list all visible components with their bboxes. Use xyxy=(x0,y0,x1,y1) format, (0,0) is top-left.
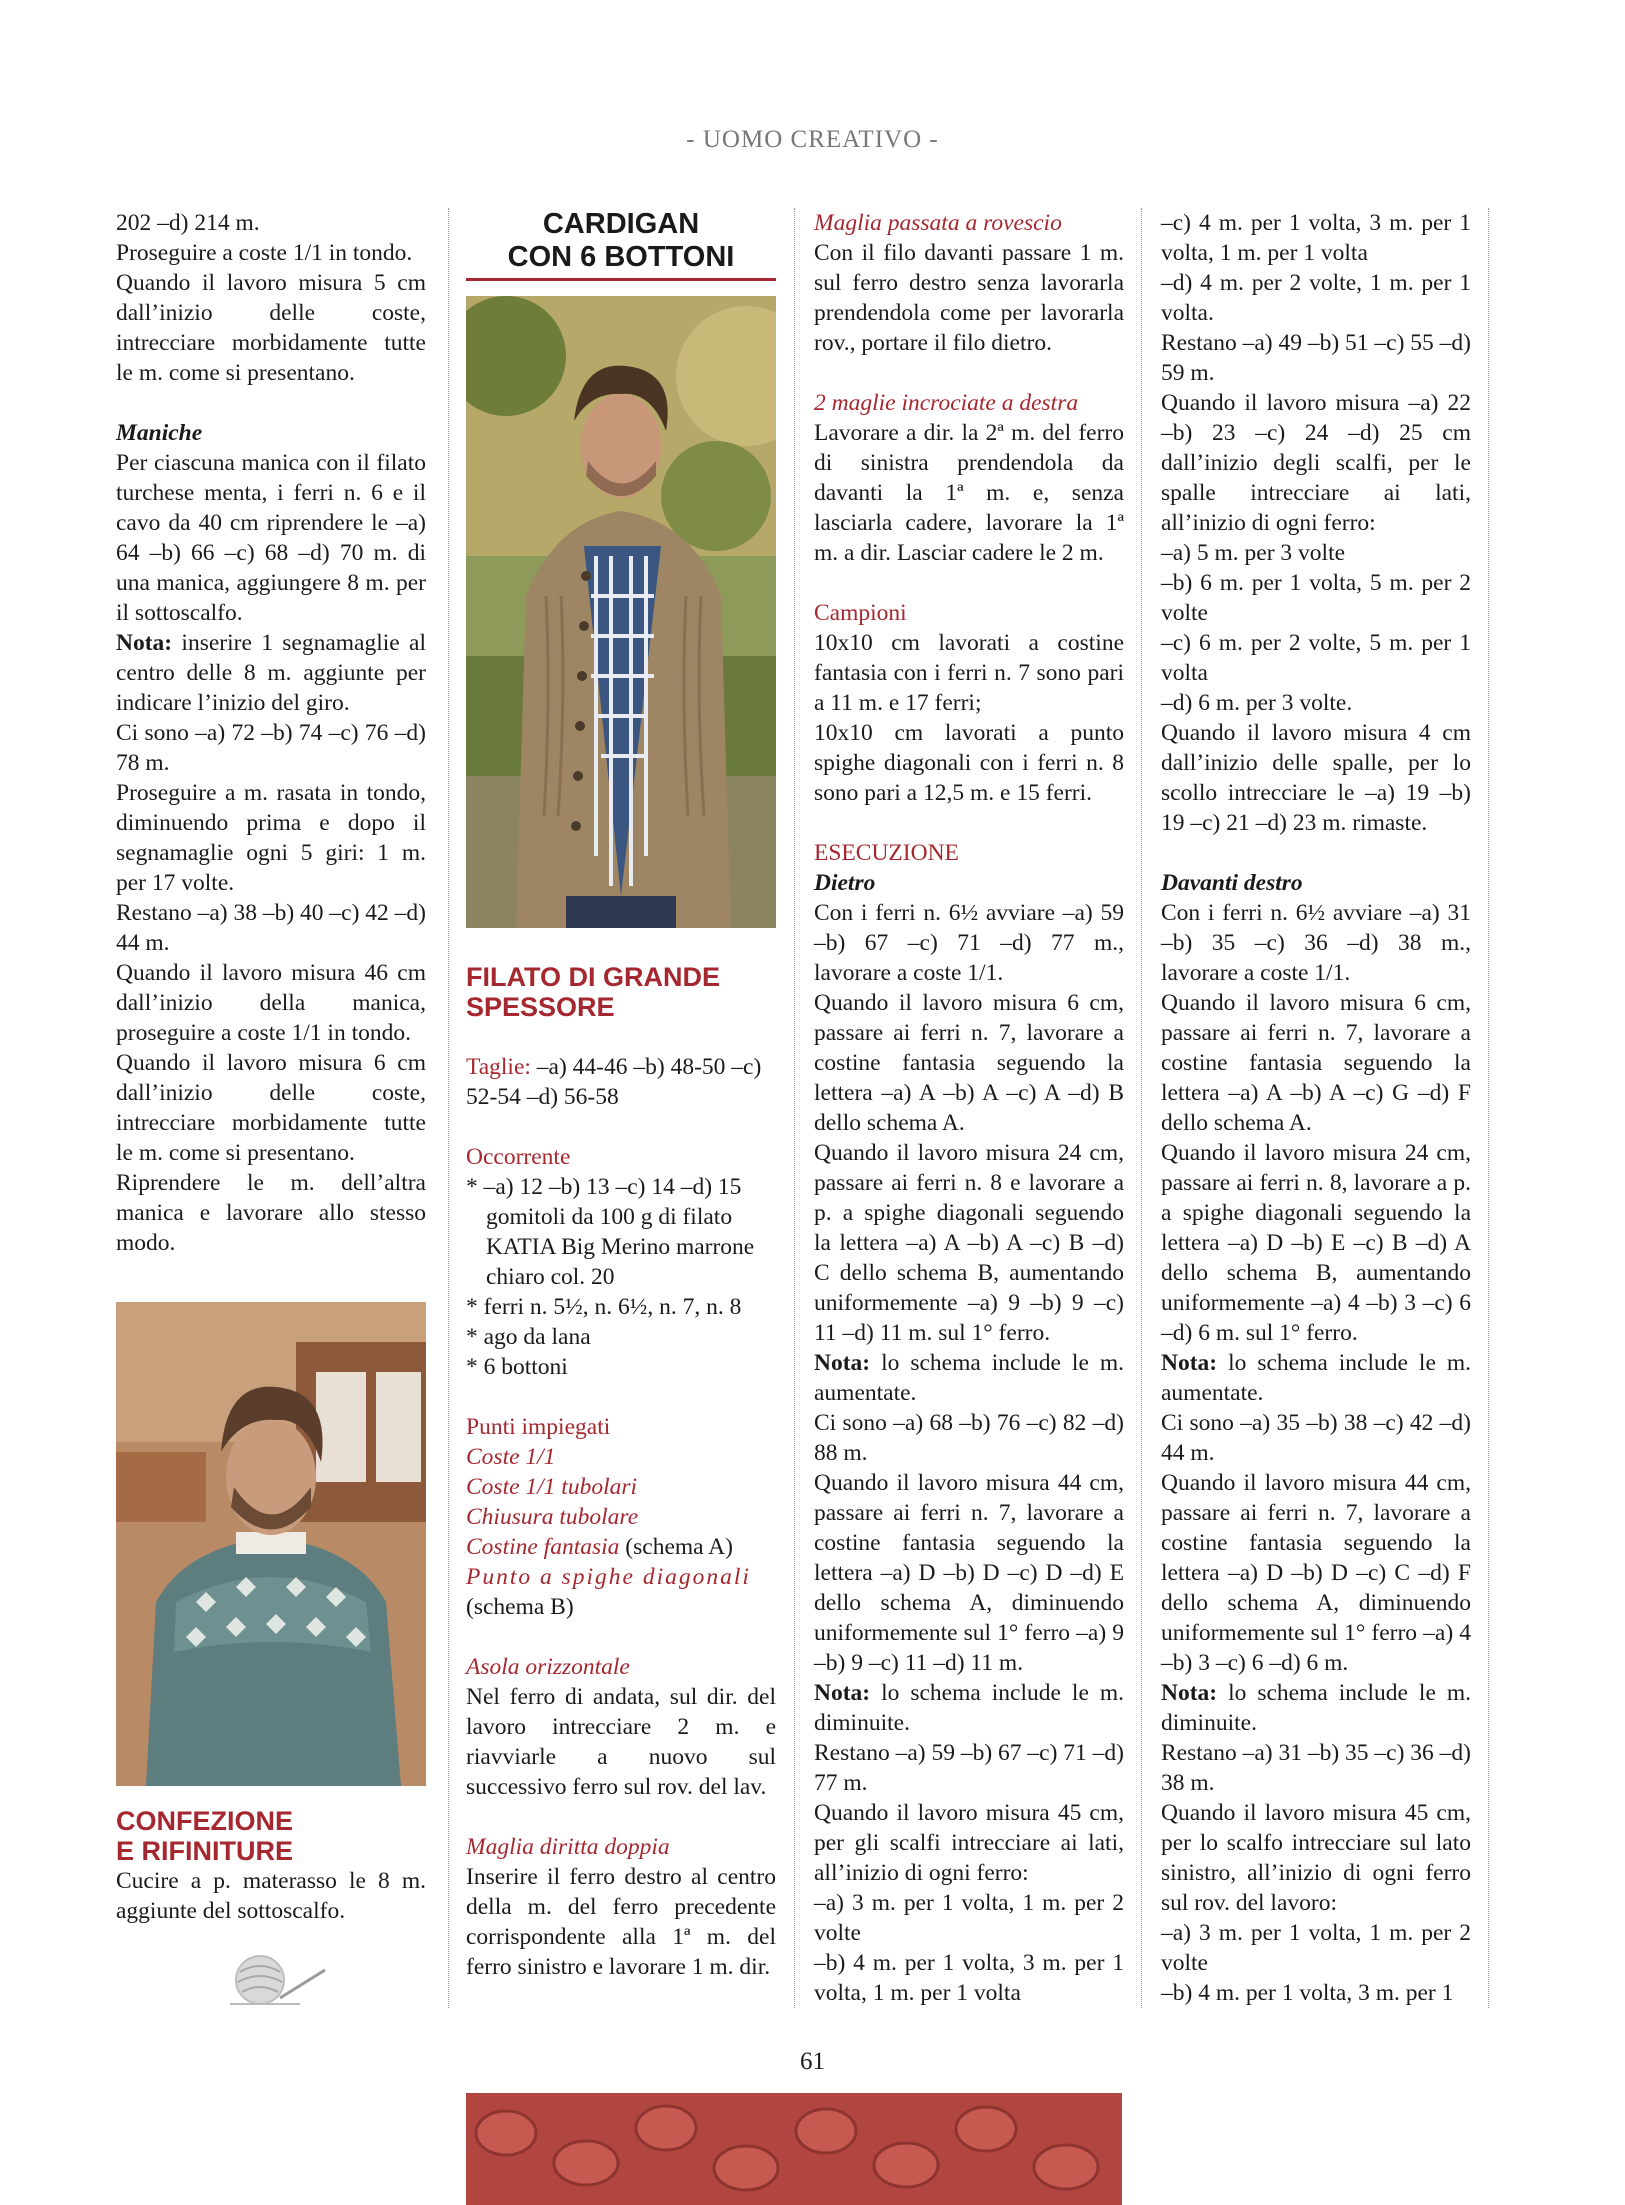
list-item: * 6 bottoni xyxy=(466,1354,568,1380)
nota-text: inserire 1 segnamaglie al centro delle 8 m. aggiunte per indicare l’inizio del giro. xyxy=(116,630,426,716)
paragraph: Quando il lavoro misura 6 cm, passare ai ferri n. 7, lavorare a costine fantasia seguendo la lettera –a) A –b) A –c) G –d) F dello schema A. xyxy=(1161,990,1471,1136)
stitch-name: Coste 1/1 xyxy=(466,1444,556,1470)
section-heading-campioni: Campioni xyxy=(814,600,907,626)
paragraph: –c) 4 m. per 1 volta, 3 m. per 1 volta, 1 m. per 1 volta xyxy=(1161,210,1471,266)
paragraph: Inserire il ferro destro al centro della m. del ferro precedente corrispondente alla 1ª m. del ferro sinistro e lavorare 1 m. dir. xyxy=(466,1864,776,1980)
article-title-line-2: CON 6 BOTTONI xyxy=(507,241,735,273)
paragraph: Restano –a) 49 –b) 51 –c) 55 –d) 59 m. xyxy=(1161,330,1471,386)
paragraph: 10x10 cm lavorati a costine fantasia con i ferri n. 7 sono pari a 11 m. e 17 ferri; xyxy=(814,630,1124,716)
paragraph: Lavorare a dir. la 2ª m. del ferro di sinistra prendendola da davanti la 1ª m. e, senza lasciarla cadere, lavorare la 1ª m. a dir. Lasciar cadere le 2 m. xyxy=(814,420,1124,566)
nota-label: Nota: xyxy=(814,1680,871,1706)
taglie-text: –a) 44-46 –b) 48-50 –c) 52-54 –d) 56-58 xyxy=(466,1054,762,1110)
taglie xyxy=(466,1052,776,1112)
paragraph: Quando il lavoro misura –a) 22 –b) 23 –c) 24 –d) 25 cm dall’inizio degli scalfi, per le spalle intrecciare ai lati, all’inizio di ogni ferro: xyxy=(1161,390,1471,536)
paragraph: –a) 3 m. per 1 volta, 1 m. per 2 volte xyxy=(814,1890,1124,1946)
nota-paragraph xyxy=(1161,1678,1471,1738)
paragraph: Quando il lavoro misura 46 cm dall’inizio della manica, proseguire a coste 1/1 in tondo. xyxy=(116,960,426,1046)
knit-swatch-image xyxy=(466,2093,1122,2205)
paragraph: –c) 6 m. per 2 volte, 5 m. per 1 volta xyxy=(1161,630,1471,686)
text-line: 202 –d) 214 m. xyxy=(116,210,260,236)
stitch-ref: (schema B) xyxy=(466,1594,574,1620)
paragraph: Quando il lavoro misura 45 cm, per gli scalfi intrecciare ai lati, all’inizio di ogni ferro: xyxy=(814,1800,1124,1886)
sweater-photo xyxy=(116,1302,426,1786)
nota-text: lo schema include le m. aumentate. xyxy=(1161,1350,1471,1406)
stitch-costine xyxy=(466,1532,776,1562)
paragraph: Con i ferri n. 6½ avviare –a) 59 –b) 67 –c) 71 –d) 77 m., lavorare a coste 1/1. xyxy=(814,900,1124,986)
column-separator xyxy=(448,208,449,2008)
page-number: 61 xyxy=(800,2048,825,2075)
paragraph: Ci sono –a) 68 –b) 76 –c) 82 –d) 88 m. xyxy=(814,1410,1124,1466)
nota-label: Nota: xyxy=(814,1350,871,1376)
column-2-text xyxy=(466,962,776,1982)
nota-paragraph xyxy=(1161,1348,1471,1408)
cardigan-photo xyxy=(466,296,776,928)
list-item: * ago da lana xyxy=(466,1324,591,1350)
stitch-heading-passata: Maglia passata a rovescio xyxy=(814,210,1062,236)
paragraph: –b) 6 m. per 1 volta, 5 m. per 2 volte xyxy=(1161,570,1471,626)
paragraph: –d) 4 m. per 2 volte, 1 m. per 1 volta. xyxy=(1161,270,1471,326)
stitch-heading-incrociate: 2 maglie incrociate a destra xyxy=(814,390,1079,416)
nota-paragraph xyxy=(116,628,426,718)
column-3 xyxy=(814,208,1124,2008)
paragraph: Quando il lavoro misura 6 cm, passare ai ferri n. 7, lavorare a costine fantasia seguendo la lettera –a) A –b) A –c) A –d) B dello schema A. xyxy=(814,990,1124,1136)
section-heading-rifiniture: E RIFINITURE xyxy=(116,1836,294,1866)
paragraph: Nel ferro di andata, sul dir. del lavoro intrecciare 2 m. e riavviarle a nuovo sul successivo ferro sul rov. del lav. xyxy=(466,1684,776,1800)
nota-label: Nota: xyxy=(1161,1350,1218,1376)
column-1 xyxy=(116,208,426,1258)
paragraph: Con i ferri n. 6½ avviare –a) 31 –b) 35 –c) 36 –d) 38 m., lavorare a coste 1/1. xyxy=(1161,900,1471,986)
column-2 xyxy=(466,208,776,281)
nota-text: lo schema include le m. diminuite. xyxy=(1161,1680,1471,1736)
paragraph: –b) 4 m. per 1 volta, 3 m. per 1 volta, 1 m. per 1 volta xyxy=(814,1950,1124,2006)
filato-heading-line-1: FILATO DI GRANDE xyxy=(466,962,720,992)
nota-label: Nota: xyxy=(116,630,173,656)
paragraph: Quando il lavoro misura 44 cm, passare ai ferri n. 7, lavorare a costine fantasia seguendo la lettera –a) D –b) D –c) C –d) F dello schema A, diminuendo uniformemente sul 1° ferro –a) 4 –b) 3 –c) 6 –d) 6 m. xyxy=(1161,1470,1471,1676)
stitch-name: Chiusura tubolare xyxy=(466,1504,639,1530)
nota-paragraph xyxy=(814,1348,1124,1408)
section-heading-esecuzione: ESECUZIONE xyxy=(814,840,959,866)
list-item: * –a) 12 –b) 13 –c) 14 –d) 15 gomitoli da 100 g di filato KATIA Big Merino marrone chiaro col. 20 xyxy=(466,1174,755,1290)
column-separator xyxy=(794,208,795,2008)
stitch-ref: (schema A) xyxy=(619,1534,733,1560)
paragraph: –a) 3 m. per 1 volta, 1 m. per 2 volte xyxy=(1161,1920,1471,1976)
paragraph: Riprendere le m. dell’altra manica e lavorare allo stesso modo. xyxy=(116,1170,426,1256)
paragraph: Proseguire a m. rasata in tondo, diminuendo prima e dopo il segnamaglie ogni 5 giri: 1 m. per 17 volte. xyxy=(116,780,426,896)
nota-text: lo schema include le m. aumentate. xyxy=(814,1350,1124,1406)
paragraph: Quando il lavoro misura 6 cm dall’inizio delle coste, intrecciare morbidamente tutte le m. come si presentano. xyxy=(116,1050,426,1166)
paragraph: Ci sono –a) 72 –b) 74 –c) 76 –d) 78 m. xyxy=(116,720,426,776)
paragraph: Con il filo davanti passare 1 m. sul ferro destro senza lavorarla prendendola come per lavorarla rov., portare il filo dietro. xyxy=(814,240,1124,356)
nota-label: Nota: xyxy=(1161,1680,1218,1706)
section-heading-punti: Punti impiegati xyxy=(466,1414,611,1440)
text-line: Proseguire a coste 1/1 in tondo. xyxy=(116,240,413,266)
paragraph: –b) 4 m. per 1 volta, 3 m. per 1 xyxy=(1161,1980,1454,2006)
paragraph: Quando il lavoro misura 45 cm, per lo scalfo intrecciare sul lato sinistro, all’inizio di ogni ferro sul rov. del lavoro: xyxy=(1161,1800,1471,1916)
section-heading-confezione: CONFEZIONE xyxy=(116,1806,294,1836)
filato-heading-line-2: SPESSORE xyxy=(466,992,615,1022)
list-item: * ferri n. 5½, n. 6½, n. 7, n. 8 xyxy=(466,1294,742,1320)
paragraph: Restano –a) 38 –b) 40 –c) 42 –d) 44 m. xyxy=(116,900,426,956)
running-header: - UOMO CREATIVO - xyxy=(686,126,939,153)
section-heading-occorrente: Occorrente xyxy=(466,1144,571,1170)
nota-paragraph xyxy=(814,1678,1124,1738)
stitch-name: Costine fantasia xyxy=(466,1534,620,1560)
paragraph: Quando il lavoro misura 4 cm dall’inizio delle spalle, per lo scollo intrecciare le –a) 19 –b) 19 –c) 21 –d) 23 m. rimaste. xyxy=(1161,720,1471,836)
paragraph: Quando il lavoro misura 5 cm dall’inizio delle coste, intrecciare morbidamente tutte le m. come si presentano. xyxy=(116,270,426,386)
stitch-heading-maglia-doppia: Maglia diritta doppia xyxy=(466,1834,670,1860)
paragraph: Ci sono –a) 35 –b) 38 –c) 42 –d) 44 m. xyxy=(1161,1410,1471,1466)
stitch-heading-asola: Asola orizzontale xyxy=(466,1654,630,1680)
paragraph: Quando il lavoro misura 24 cm, passare ai ferri n. 8, lavorare a p. a spighe diagonali seguendo la lettera –a) D –b) E –c) B –d) A dello schema B, aumentando uniformemente –a) 4 –b) 3 –c) 6 –d) 6 m. sul 1° ferro. xyxy=(1161,1140,1471,1346)
paragraph: Restano –a) 31 –b) 35 –c) 36 –d) 38 m. xyxy=(1161,1740,1471,1796)
column-4 xyxy=(1161,208,1471,2008)
article-title xyxy=(466,208,776,281)
nota-text: lo schema include le m. diminuite. xyxy=(814,1680,1124,1736)
yarn-ball-icon xyxy=(220,1950,330,2015)
paragraph: Cucire a p. materasso le 8 m. aggiunte del sottoscalfo. xyxy=(116,1868,426,1924)
taglie-label: Taglie: xyxy=(466,1054,531,1080)
section-heading-davanti-destro: Davanti destro xyxy=(1161,870,1303,896)
paragraph: Restano –a) 59 –b) 67 –c) 71 –d) 77 m. xyxy=(814,1740,1124,1796)
paragraph: Quando il lavoro misura 24 cm, passare ai ferri n. 8 e lavorare a p. a spighe diagonali seguendo la lettera –a) A –b) A –c) B –d) C dello schema B, aumentando uniformemente –a) 9 –b) 9 –c) 11 –d) 11 m. sul 1° ferro. xyxy=(814,1140,1124,1346)
paragraph: Quando il lavoro misura 44 cm, passare ai ferri n. 7, lavorare a costine fantasia seguendo la lettera –a) D –b) D –c) D –d) E dello schema A, diminuendo uniformemente sul 1° ferro –a) 9 –b) 9 –c) 11 –d) 11 m. xyxy=(814,1470,1124,1676)
stitch-name: Punto a spighe diagonali xyxy=(466,1564,751,1590)
confezione-block xyxy=(116,1806,426,1926)
article-title-line-1: CARDIGAN xyxy=(542,208,700,240)
paragraph: –d) 6 m. per 3 volte. xyxy=(1161,690,1353,716)
paragraph: 10x10 cm lavorati a punto spighe diagonali con i ferri n. 8 sono pari a 12,5 m. e 15 ferri. xyxy=(814,720,1124,806)
stitch-name: Coste 1/1 tubolari xyxy=(466,1474,638,1500)
paragraph: –a) 5 m. per 3 volte xyxy=(1161,540,1346,566)
section-heading-dietro: Dietro xyxy=(814,870,876,896)
section-heading-maniche: Maniche xyxy=(116,420,203,446)
paragraph: Per ciascuna manica con il filato turchese menta, i ferri n. 6 e il cavo da 40 cm riprendere le –a) 64 –b) 66 –c) 68 –d) 70 m. di una manica, aggiungere 8 m. per il sottoscalfo. xyxy=(116,450,426,626)
column-separator xyxy=(1141,208,1142,2008)
column-separator xyxy=(1488,208,1489,2008)
